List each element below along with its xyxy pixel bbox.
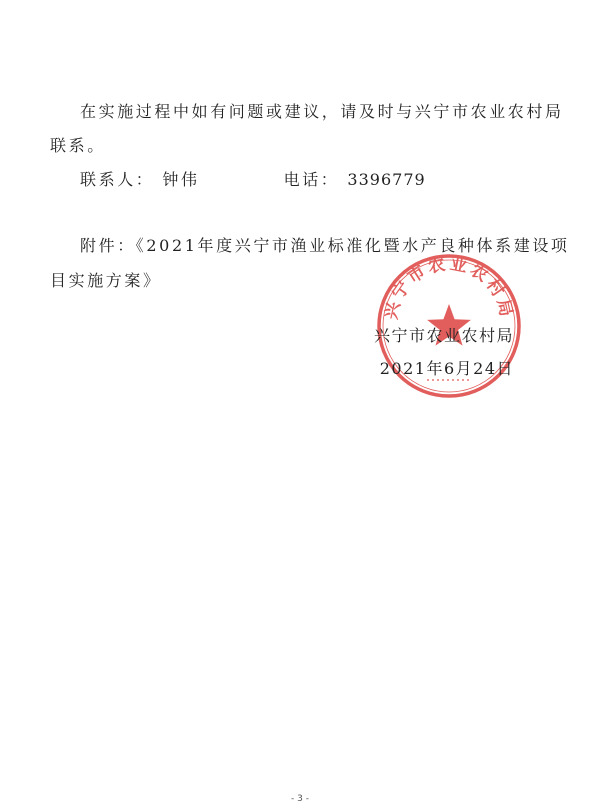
contact-name: 钟伟 (162, 170, 200, 189)
signing-organization: 兴宁市农业农村局 (373, 326, 514, 345)
body-paragraph-line-1: 在实施过程中如有问题或建议，请及时与兴宁市农业农村局 (80, 102, 564, 121)
page-number: - 3 - (291, 794, 309, 804)
attachment-line-2: 目实施方案》 (50, 271, 162, 290)
body-paragraph-line-2: 联系。 (50, 136, 106, 155)
seal-text: 兴宁市农业农村局 (381, 254, 517, 322)
contact-line (80, 169, 426, 191)
contact-label: 联系人： (80, 170, 155, 189)
phone-number: 3396779 (347, 170, 426, 189)
phone-label: 电话： (283, 170, 340, 189)
attachment-line-1: 附件：《2021年度兴宁市渔业标准化暨水产良种体系建设项 (80, 236, 570, 255)
signing-date: 2021年6月24日 (379, 359, 514, 378)
